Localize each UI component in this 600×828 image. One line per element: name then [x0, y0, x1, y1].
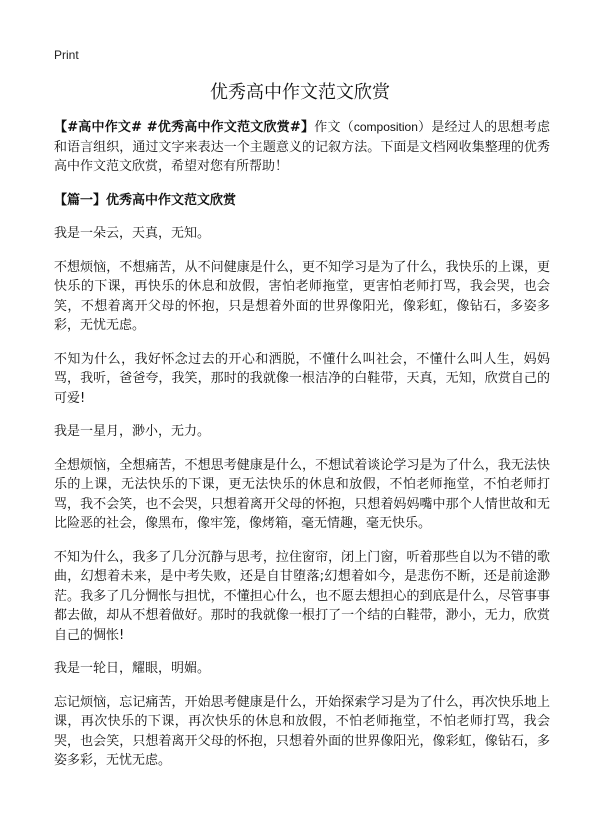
page-title: 优秀高中作文范文欣赏: [210, 82, 390, 103]
paragraph-7: 我是一轮日，耀眼，明媚。: [54, 661, 211, 676]
intro-paragraph: [54, 118, 550, 177]
paragraph-2: 不想烦恼，不想痛苦，从不问健康是什么，更不知学习是为了什么，我快乐的上课，更快乐的下课，再快乐的休息和放假，害怕老师拖堂，更害怕老师打骂，我会哭，也会笑，不想着离开父母的怀抱，只是想着外面的世界像阳光，像彩虹，像钻石，多姿多彩，无忧无虑。: [54, 259, 550, 333]
paragraph-5: 全想烦恼，全想痛苦，不想思考健康是什么，不想试着谈论学习是为了什么，我无法快乐的上课，无法快乐的下课，更无法快乐的休息和放假，不怕老师拖堂，不怕老师打骂，我不会笑，也不会哭，只想着离开父母的怀抱，只想着妈妈嘴中那个人情世故和无比险恶的社会，像黑布，像牢笼，像烤箱，毫无情趣，毫无快乐。: [54, 457, 550, 531]
paragraph-8: 忘记烦恼，忘记痛苦，开始思考健康是什么，开始探索学习是为了什么，再次快乐地上课，再次快乐的下课，再次快乐的休息和放假，不怕老师拖堂，不怕老师打骂，我会哭，也会笑，只想着离开父母的怀抱，只想着外面的世界像阳光，像彩虹，像钻石，多姿多彩，无忧无虑。: [54, 694, 550, 768]
paragraph-1: 我是一朵云，天真，无知。: [54, 226, 211, 241]
intro-text-before: 作文（: [314, 120, 354, 135]
intro-latin-word: composition: [353, 120, 418, 134]
article-body: [54, 118, 550, 785]
intro-text-after: ）是经过人的思想考虑和语言组织，通过文字来表达一个主题意义的记叙方法。下面是文档网收集整理的优秀高中作文范文欣赏，希望对您有所帮助！: [54, 120, 550, 174]
print-label: Print: [54, 48, 79, 62]
paragraph-6: 不知为什么，我多了几分沉静与思考，拉住窗帘，闭上门窗，听着那些自以为不错的歌曲，幻想着未来，是中考失败，还是自甘堕落;幻想着如今，是悲伤不断，还是前途渺茫。我多了几分惆怅与担忧，不懂担心什么，也不愿去想担心的到底是什么，尽管事事都去做，却从不想着做好。那时的我就像一根打了一个结的白鞋带，渺小，无力，欣赏自己的惆怅!: [54, 549, 550, 643]
section-heading: 【篇一】优秀高中作文范文欣赏: [54, 192, 237, 208]
intro-tags: 【#高中作文# #优秀高中作文范文欣赏#】: [54, 120, 315, 135]
paragraph-3: 不知为什么，我好怀念过去的开心和洒脱，不懂什么叫社会，不懂什么叫人生，妈妈骂，我听，爸爸夸，我笑，那时的我就像一根洁净的白鞋带，天真，无知，欣赏自己的可爱!: [54, 351, 550, 406]
paragraph-4: 我是一星月，渺小，无力。: [54, 424, 211, 439]
